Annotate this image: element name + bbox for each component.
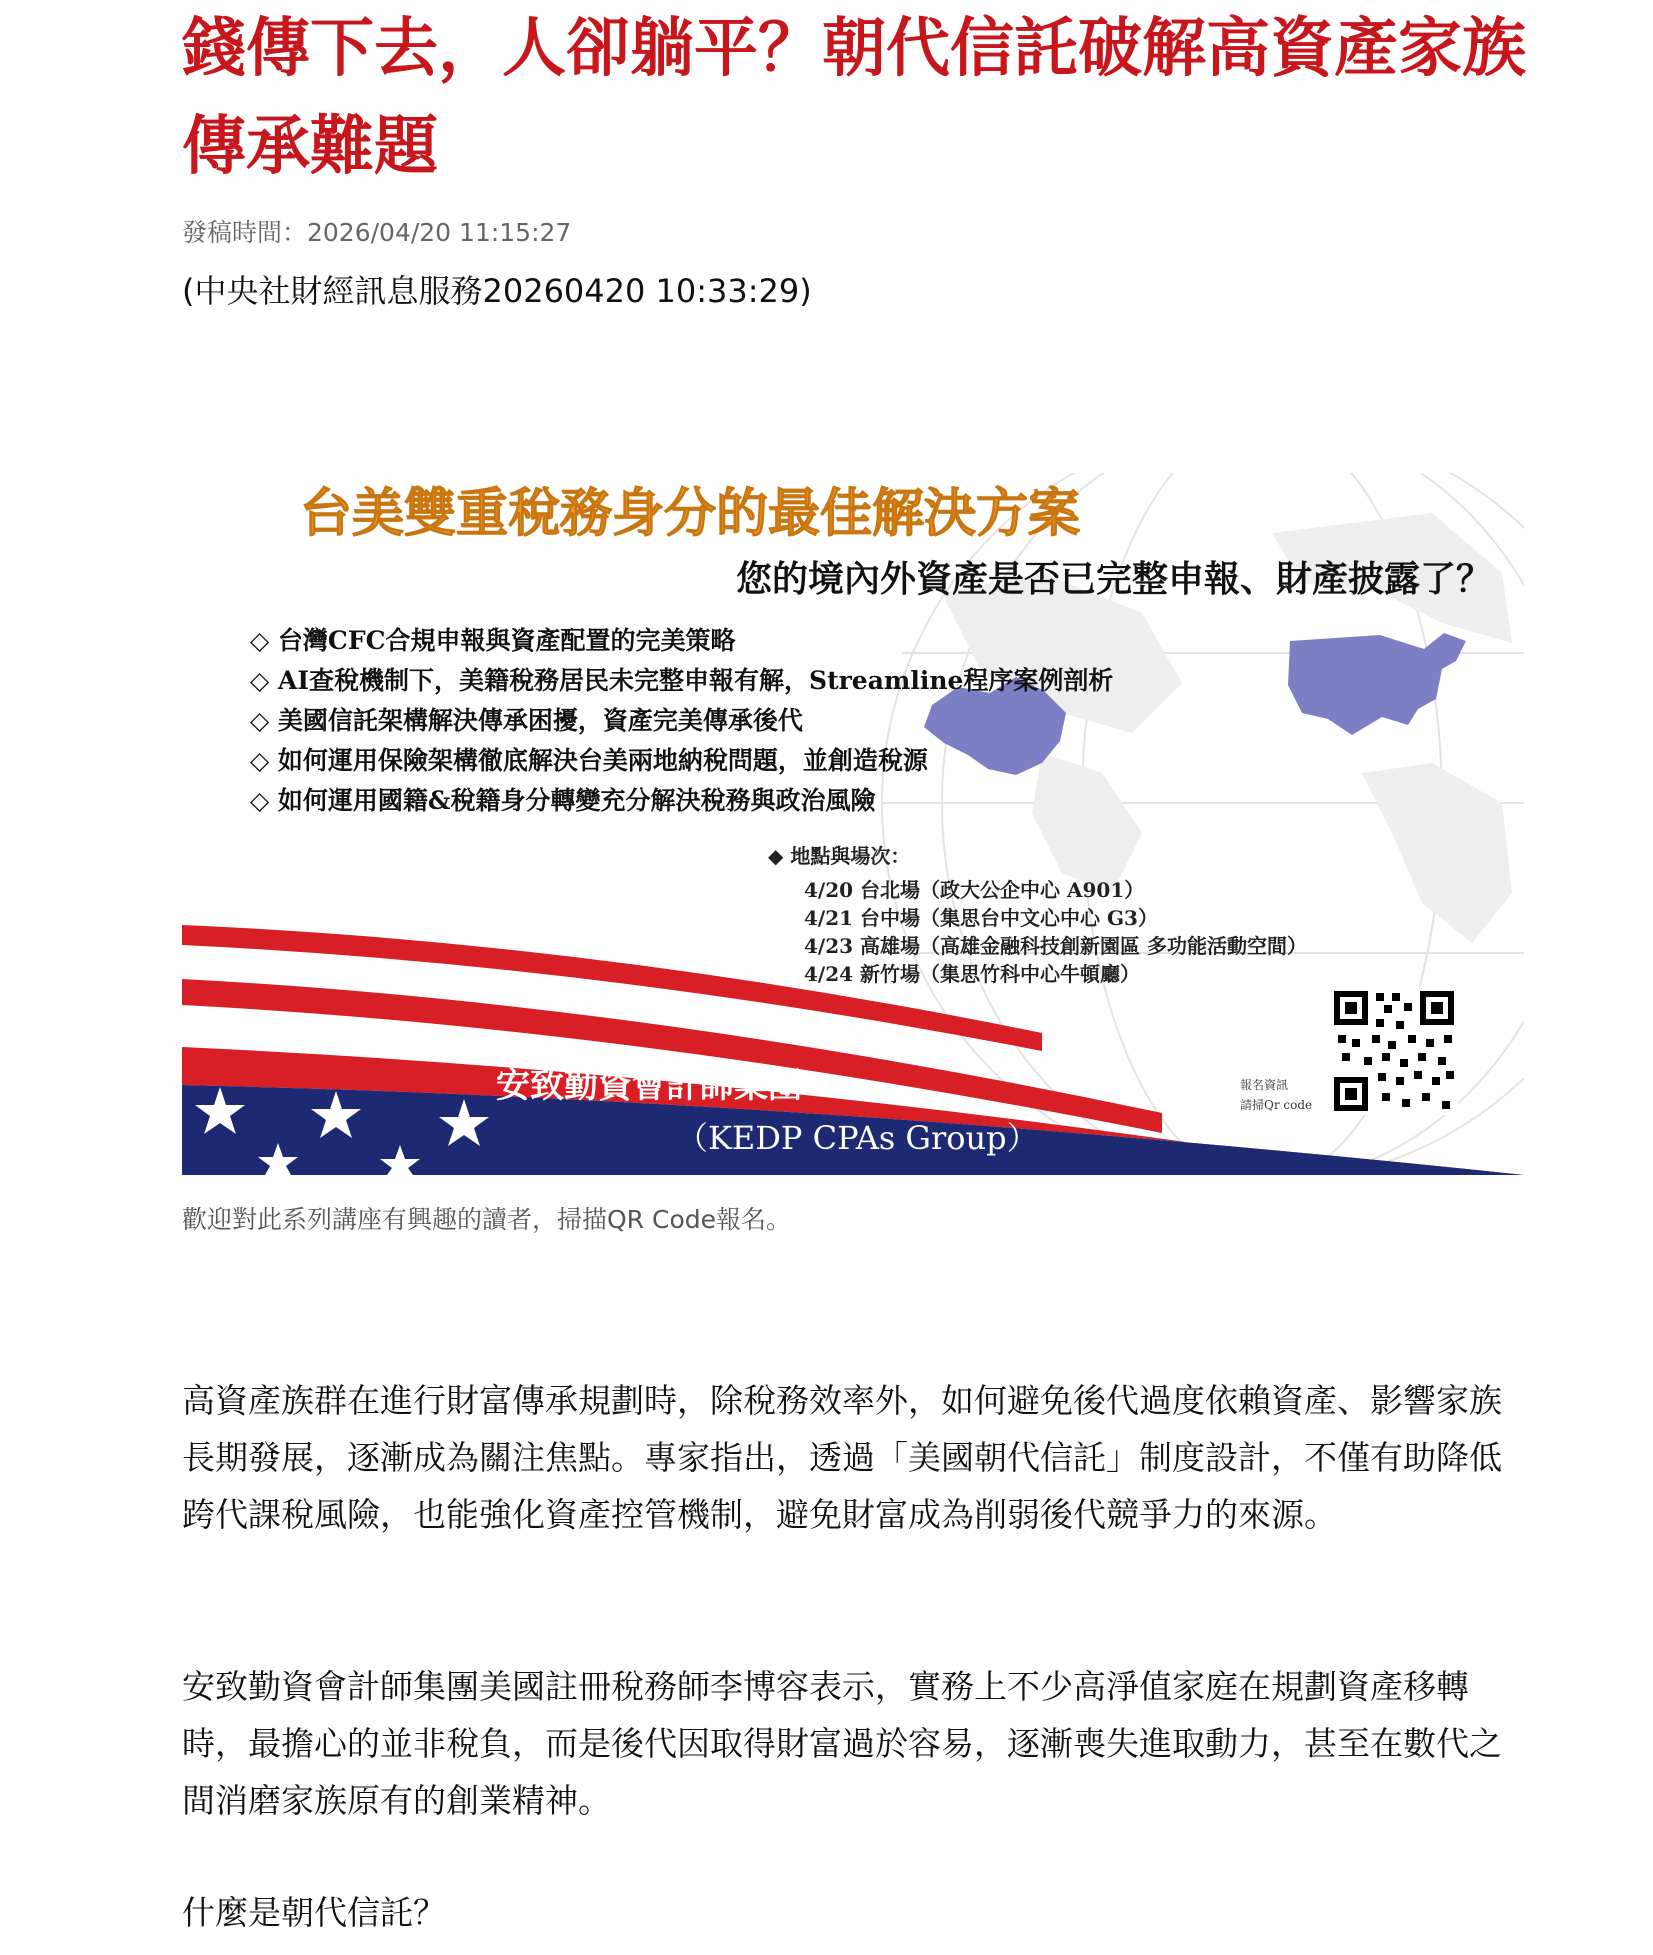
article-title: 錢傳下去，人卻躺平？朝代信託破解高資產家族傳承難題 [182, 12, 1526, 184]
event-banner-image [182, 473, 1524, 1175]
article-subheading: 什麼是朝代信託？ [182, 1893, 446, 1932]
venue-item: 4/21 台中場（集思台中文心中心 G3） [804, 906, 1158, 930]
venue-item: 4/23 高雄場（高雄金融科技創新園區 多功能活動空間） [804, 934, 1307, 958]
publish-time: 發稿時間：2026/04/20 11:15:27 [182, 218, 572, 247]
article-paragraph: 安致勤資會計師集團美國註冊稅務師李博容表示，實務上不少高淨值家庭在規劃資產移轉時，最擔心的並非稅負，而是後代因取得財富過於容易，逐漸喪失進取動力，甚至在數代之間消磨家族原有的創業精神。 [182, 1667, 1502, 1820]
org-name: 安致勤資會計師集團 [496, 1066, 802, 1106]
banner-headline: 台美雙重稅務身分的最佳解決方案 [299, 483, 1081, 544]
qr-label: 報名資訊 [1240, 1078, 1289, 1092]
banner-bullet: ◇ 如何運用保險架構徹底解決台美兩地納稅問題，並創造稅源 [250, 746, 928, 775]
org-english-name: （KEDP CPAs Group） [676, 1119, 1039, 1157]
banner-bullet: ◇ 台灣CFC合規申報與資產配置的完美策略 [250, 626, 736, 655]
image-caption: 歡迎對此系列講座有興趣的讀者，掃描QR Code報名。 [182, 1205, 791, 1234]
venue-title: ◆ 地點與場次： [768, 844, 911, 868]
banner-bullet: ◇ AI查稅機制下，美籍稅務居民未完整申報有解，Streamline程序案例剖析 [250, 666, 1114, 695]
venue-item: 4/24 新竹場（集思竹科中心牛頓廳） [804, 962, 1141, 986]
source-line: (中央社財經訊息服務20260420 10:33:29) [182, 272, 812, 310]
banner-bullet: ◇ 美國信託架構解決傳承困擾，資產完美傳承後代 [250, 706, 803, 735]
banner-bullet: ◇ 如何運用國籍&稅籍身分轉變充分解決稅務與政治風險 [250, 786, 876, 815]
qr-label: 請掃Qr code [1240, 1098, 1313, 1112]
article-paragraph: 高資產族群在進行財富傳承規劃時，除稅務效率外，如何避免後代過度依賴資產、影響家族長期發展，逐漸成為關注焦點。專家指出，透過「美國朝代信託」制度設計，不僅有助降低跨代課稅風險，也能強化資產控管機制，避免財富成為削弱後代競爭力的來源。 [182, 1381, 1502, 1534]
usa-map-icon [1288, 633, 1466, 735]
banner-subheadline: 您的境內外資產是否已完整申報、財產披露了？ [735, 558, 1492, 600]
qr-code-icon [1330, 987, 1458, 1115]
venue-item: 4/20 台北場（政大公企中心 A901） [804, 878, 1145, 902]
banner-graphic [182, 473, 1524, 1175]
